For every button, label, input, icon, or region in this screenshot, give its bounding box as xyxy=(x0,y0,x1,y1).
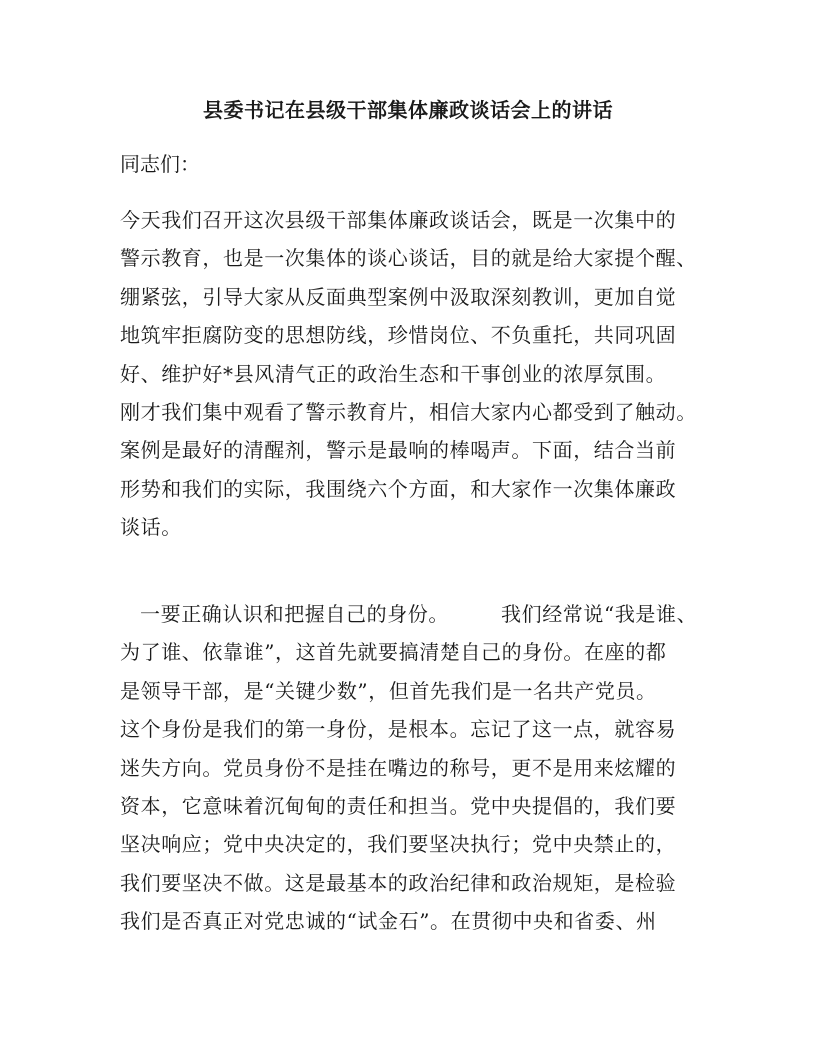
text-line: 坚决响应；党中央决定的，我们要坚决执行；党中央禁止的， xyxy=(120,832,677,857)
text-line: 我们要坚决不做。这是最基本的政治纪律和政治规矩，是检验 xyxy=(120,870,677,895)
section-1-heading: 一要正确认识和把握自己的身份。 xyxy=(140,602,449,626)
text-line: 迷失方向。党员身份不是挂在嘴边的称号，更不是用来炫耀的 xyxy=(120,755,677,780)
document-title: 县委书记在县级干部集体廉政谈话会上的讲话 xyxy=(203,98,613,122)
paragraph-intro xyxy=(120,205,720,551)
section-1-first-line-text: 我们经常说“我是谁、 xyxy=(501,602,698,626)
text-line: 我们是否真正对党忠诚的“试金石”。在贯彻中央和省委、州 xyxy=(120,909,657,934)
text-line: 形势和我们的实际，我围绕六个方面，和大家作一次集体廉政 xyxy=(120,476,677,501)
section-1-first-line xyxy=(120,599,720,637)
salutation: 同志们： xyxy=(120,152,200,176)
text-line: 好、维护好*县风清气正的政治生态和干事创业的浓厚氛围。 xyxy=(120,361,667,386)
text-line: 是领导干部，是“关键少数”，但首先我们是一名共产党员。 xyxy=(120,678,657,703)
paragraph-section-1 xyxy=(120,599,720,945)
text-line: 谈话。 xyxy=(120,515,182,540)
text-line: 地筑牢拒腐防变的思想防线，珍惜岗位、不负重托，共同巩固 xyxy=(120,323,677,348)
text-line: 资本，它意味着沉甸甸的责任和担当。党中央提倡的，我们要 xyxy=(120,793,677,818)
text-line: 今天我们召开这次县级干部集体廉政谈话会，既是一次集中的 xyxy=(120,208,677,232)
text-line: 为了谁、依靠谁”，这首先就要搞清楚自己的身份。在座的都 xyxy=(120,640,667,665)
text-line: 案例是最好的清醒剂，警示是最响的棒喝声。下面，结合当前 xyxy=(120,438,677,463)
text-line: 绷紧弦，引导大家从反面典型案例中汲取深刻教训，更加自觉 xyxy=(120,284,677,309)
text-line: 警示教育，也是一次集体的谈心谈话，目的就是给大家提个醒、 xyxy=(120,246,697,271)
text-line: 刚才我们集中观看了警示教育片，相信大家内心都受到了触动。 xyxy=(120,399,697,424)
text-line: 这个身份是我们的第一身份，是根本。忘记了这一点，就容易 xyxy=(120,717,677,742)
